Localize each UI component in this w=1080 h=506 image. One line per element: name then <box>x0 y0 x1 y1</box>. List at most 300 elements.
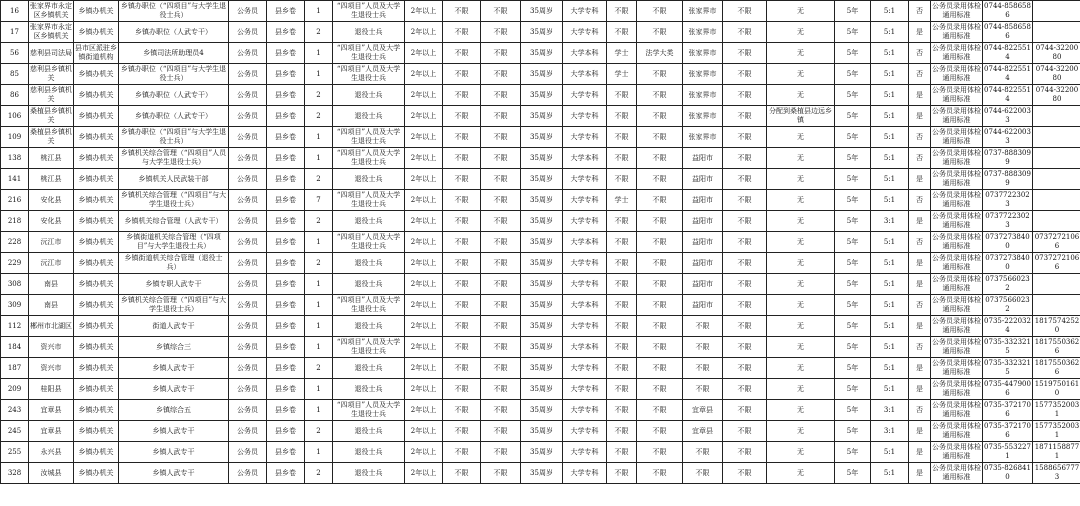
cell-age-limit: 35周岁 <box>521 169 563 190</box>
cell-physical-test: 是 <box>909 274 931 295</box>
cell-contact-phone-1: 0737-8883099 <box>983 169 1033 190</box>
cell-other-requirements: 无 <box>767 127 835 148</box>
cell-staff-type: 公务员 <box>229 358 267 379</box>
cell-position-code: 16 <box>1 1 29 22</box>
cell-education: 大学专科 <box>563 211 607 232</box>
cell-degree: 不限 <box>607 1 637 22</box>
cell-applicant-category: 退役士兵 <box>333 316 405 337</box>
cell-ethnicity: 不限 <box>481 316 521 337</box>
cell-contact-phone-2 <box>1033 211 1080 232</box>
cell-education: 大学专科 <box>563 85 607 106</box>
cell-interview-ratio: 5:1 <box>871 232 909 253</box>
cell-ethnicity: 不限 <box>481 106 521 127</box>
cell-political-status: 不限 <box>723 253 767 274</box>
cell-applicant-category: 退役士兵 <box>333 358 405 379</box>
cell-position-code: 243 <box>1 400 29 421</box>
cell-medical-standard: 公务员录用体检通用标准 <box>931 43 983 64</box>
cell-contact-phone-1: 0744-8586586 <box>983 22 1033 43</box>
cell-age-limit: 35周岁 <box>521 463 563 484</box>
cell-agency-type: 乡镇办机关 <box>74 148 119 169</box>
cell-position-name: 乡镇人武专干 <box>119 421 229 442</box>
cell-staff-type: 公务员 <box>229 127 267 148</box>
cell-employer: 桑植县乡镇机关 <box>29 127 74 148</box>
cell-contact-phone-1: 0735-3721706 <box>983 400 1033 421</box>
cell-staff-type: 公务员 <box>229 43 267 64</box>
cell-interview-ratio: 5:1 <box>871 106 909 127</box>
cell-agency-type: 乡镇办机关 <box>74 274 119 295</box>
cell-ethnicity: 不限 <box>481 190 521 211</box>
cell-physical-test: 是 <box>909 316 931 337</box>
cell-residence: 益阳市 <box>683 190 723 211</box>
cell-exam-paper: 县乡卷 <box>267 106 305 127</box>
table-row <box>1 400 1080 421</box>
cell-applicant-category: “四项目”人员及大学生退役士兵 <box>333 232 405 253</box>
cell-major: 不限 <box>637 295 683 316</box>
cell-applicant-category: “四项目”人员及大学生退役士兵 <box>333 295 405 316</box>
cell-medical-standard: 公务员录用体检通用标准 <box>931 463 983 484</box>
cell-position-code: 309 <box>1 295 29 316</box>
cell-ethnicity: 不限 <box>481 232 521 253</box>
cell-ethnicity: 不限 <box>481 148 521 169</box>
cell-major: 不限 <box>637 190 683 211</box>
cell-major: 不限 <box>637 379 683 400</box>
cell-work-experience: 2年以上 <box>405 232 443 253</box>
cell-interview-ratio: 5:1 <box>871 274 909 295</box>
cell-contact-phone-2: 18711588771 <box>1033 442 1080 463</box>
cell-political-status: 不限 <box>723 211 767 232</box>
cell-applicant-category: “四项目”人员及大学生退役士兵 <box>333 190 405 211</box>
cell-position-code: 112 <box>1 316 29 337</box>
cell-political-status: 不限 <box>723 85 767 106</box>
cell-education: 大学专科 <box>563 1 607 22</box>
cell-hiring-count: 7 <box>305 190 333 211</box>
cell-ethnicity: 不限 <box>481 22 521 43</box>
cell-degree: 不限 <box>607 106 637 127</box>
cell-exam-paper: 县乡卷 <box>267 64 305 85</box>
cell-interview-ratio: 5:1 <box>871 190 909 211</box>
cell-exam-paper: 县乡卷 <box>267 442 305 463</box>
cell-contact-phone-1: 0744-8225514 <box>983 64 1033 85</box>
cell-position-code: 308 <box>1 274 29 295</box>
cell-min-service-years: 5年 <box>835 169 871 190</box>
cell-position-name: 乡镇综合五 <box>119 400 229 421</box>
cell-education: 大学专科 <box>563 358 607 379</box>
cell-applicant-category: “四项目”人员及大学生退役士兵 <box>333 43 405 64</box>
cell-contact-phone-2 <box>1033 190 1080 211</box>
cell-degree: 不限 <box>607 295 637 316</box>
cell-major: 不限 <box>637 442 683 463</box>
cell-exam-paper: 县乡卷 <box>267 316 305 337</box>
cell-degree: 不限 <box>607 148 637 169</box>
cell-employer: 慈利县司法局 <box>29 43 74 64</box>
cell-agency-type: 乡镇办机关 <box>74 253 119 274</box>
cell-employer: 桂阳县 <box>29 379 74 400</box>
cell-age-limit: 35周岁 <box>521 295 563 316</box>
cell-contact-phone-1: 0744-8225514 <box>983 43 1033 64</box>
cell-interview-ratio: 5:1 <box>871 337 909 358</box>
cell-staff-type: 公务员 <box>229 337 267 358</box>
cell-agency-type: 乡镇办机关 <box>74 127 119 148</box>
cell-work-experience: 2年以上 <box>405 148 443 169</box>
cell-min-service-years: 5年 <box>835 337 871 358</box>
cell-position-name: 乡镇机关综合管理（“四项目”与大学生退役士兵） <box>119 295 229 316</box>
cell-employer: 桃江县 <box>29 148 74 169</box>
cell-residence: 张家界市 <box>683 106 723 127</box>
cell-major: 不限 <box>637 127 683 148</box>
cell-agency-type: 乡镇办机关 <box>74 379 119 400</box>
cell-applicant-category: 退役士兵 <box>333 85 405 106</box>
cell-physical-test: 是 <box>909 211 931 232</box>
cell-medical-standard: 公务员录用体检通用标准 <box>931 190 983 211</box>
cell-other-requirements: 无 <box>767 22 835 43</box>
cell-staff-type: 公务员 <box>229 190 267 211</box>
cell-exam-paper: 县乡卷 <box>267 274 305 295</box>
cell-medical-standard: 公务员录用体检通用标准 <box>931 169 983 190</box>
cell-other-requirements: 无 <box>767 43 835 64</box>
cell-staff-type: 公务员 <box>229 22 267 43</box>
cell-ethnicity: 不限 <box>481 358 521 379</box>
cell-medical-standard: 公务员录用体检通用标准 <box>931 232 983 253</box>
cell-interview-ratio: 5:1 <box>871 22 909 43</box>
cell-contact-phone-2: 15197501610 <box>1033 379 1080 400</box>
cell-work-experience: 2年以上 <box>405 421 443 442</box>
cell-position-code: 216 <box>1 190 29 211</box>
cell-hiring-count: 1 <box>305 316 333 337</box>
cell-employer: 张家界市永定区乡镇机关 <box>29 1 74 22</box>
cell-staff-type: 公务员 <box>229 442 267 463</box>
cell-residence: 益阳市 <box>683 274 723 295</box>
cell-contact-phone-2: 07372721066 <box>1033 232 1080 253</box>
cell-staff-type: 公务员 <box>229 295 267 316</box>
cell-contact-phone-1: 07372738400 <box>983 253 1033 274</box>
cell-contact-phone-1: 07377223023 <box>983 190 1033 211</box>
cell-position-name: 乡镇街道机关综合管理（“四项目”与大学生退役士兵） <box>119 232 229 253</box>
cell-degree: 不限 <box>607 169 637 190</box>
cell-exam-paper: 县乡卷 <box>267 1 305 22</box>
table-row <box>1 253 1080 274</box>
cell-gender: 不限 <box>443 1 481 22</box>
cell-medical-standard: 公务员录用体检通用标准 <box>931 379 983 400</box>
cell-contact-phone-2: 15773520031 <box>1033 421 1080 442</box>
cell-agency-type: 乡镇办机关 <box>74 295 119 316</box>
cell-min-service-years: 5年 <box>835 127 871 148</box>
cell-age-limit: 35周岁 <box>521 22 563 43</box>
cell-work-experience: 2年以上 <box>405 85 443 106</box>
cell-employer: 郴州市北湖区 <box>29 316 74 337</box>
cell-education: 大学专科 <box>563 22 607 43</box>
table-row <box>1 190 1080 211</box>
cell-residence: 益阳市 <box>683 232 723 253</box>
cell-interview-ratio: 5:1 <box>871 442 909 463</box>
table-row <box>1 43 1080 64</box>
cell-education: 大学本科 <box>563 148 607 169</box>
cell-exam-paper: 县乡卷 <box>267 190 305 211</box>
table-row <box>1 337 1080 358</box>
cell-min-service-years: 5年 <box>835 22 871 43</box>
cell-degree: 不限 <box>607 442 637 463</box>
cell-applicant-category: 退役士兵 <box>333 253 405 274</box>
cell-ethnicity: 不限 <box>481 253 521 274</box>
cell-education: 大学专科 <box>563 421 607 442</box>
cell-interview-ratio: 3:1 <box>871 400 909 421</box>
cell-exam-paper: 县乡卷 <box>267 358 305 379</box>
cell-degree: 学士 <box>607 190 637 211</box>
cell-education: 大学专科 <box>563 400 607 421</box>
cell-major: 不限 <box>637 1 683 22</box>
cell-other-requirements: 无 <box>767 64 835 85</box>
cell-exam-paper: 县乡卷 <box>267 463 305 484</box>
cell-applicant-category: 退役士兵 <box>333 169 405 190</box>
cell-applicant-category: “四项目”人员及大学生退役士兵 <box>333 337 405 358</box>
cell-interview-ratio: 5:1 <box>871 463 909 484</box>
cell-employer: 安化县 <box>29 211 74 232</box>
cell-major: 不限 <box>637 106 683 127</box>
cell-staff-type: 公务员 <box>229 253 267 274</box>
cell-applicant-category: 退役士兵 <box>333 421 405 442</box>
cell-degree: 不限 <box>607 379 637 400</box>
cell-staff-type: 公务员 <box>229 232 267 253</box>
cell-hiring-count: 2 <box>305 211 333 232</box>
cell-political-status: 不限 <box>723 1 767 22</box>
cell-ethnicity: 不限 <box>481 274 521 295</box>
cell-agency-type: 乡镇办机关 <box>74 358 119 379</box>
cell-other-requirements: 无 <box>767 316 835 337</box>
cell-interview-ratio: 5:1 <box>871 43 909 64</box>
cell-age-limit: 35周岁 <box>521 64 563 85</box>
cell-hiring-count: 1 <box>305 274 333 295</box>
cell-gender: 不限 <box>443 463 481 484</box>
cell-gender: 不限 <box>443 127 481 148</box>
cell-political-status: 不限 <box>723 400 767 421</box>
cell-education: 大学专科 <box>563 169 607 190</box>
cell-medical-standard: 公务员录用体检通用标准 <box>931 127 983 148</box>
cell-employer: 永兴县 <box>29 442 74 463</box>
cell-work-experience: 2年以上 <box>405 253 443 274</box>
cell-ethnicity: 不限 <box>481 400 521 421</box>
cell-education: 大学专科 <box>563 106 607 127</box>
cell-education: 大学专科 <box>563 190 607 211</box>
cell-hiring-count: 1 <box>305 337 333 358</box>
cell-work-experience: 2年以上 <box>405 211 443 232</box>
cell-min-service-years: 5年 <box>835 232 871 253</box>
cell-gender: 不限 <box>443 22 481 43</box>
cell-degree: 不限 <box>607 337 637 358</box>
cell-min-service-years: 5年 <box>835 1 871 22</box>
cell-applicant-category: “四项目”人员及大学生退役士兵 <box>333 400 405 421</box>
cell-major: 不限 <box>637 211 683 232</box>
cell-agency-type: 乡镇办机关 <box>74 190 119 211</box>
cell-physical-test: 否 <box>909 43 931 64</box>
cell-degree: 不限 <box>607 463 637 484</box>
cell-other-requirements: 无 <box>767 379 835 400</box>
cell-position-name: 乡镇人武专干 <box>119 463 229 484</box>
cell-work-experience: 2年以上 <box>405 316 443 337</box>
cell-political-status: 不限 <box>723 379 767 400</box>
cell-medical-standard: 公务员录用体检通用标准 <box>931 106 983 127</box>
cell-gender: 不限 <box>443 358 481 379</box>
cell-other-requirements: 无 <box>767 463 835 484</box>
cell-degree: 学士 <box>607 64 637 85</box>
cell-physical-test: 否 <box>909 64 931 85</box>
cell-interview-ratio: 5:1 <box>871 379 909 400</box>
cell-ethnicity: 不限 <box>481 337 521 358</box>
cell-contact-phone-2: 18175503626 <box>1033 337 1080 358</box>
cell-major: 不限 <box>637 316 683 337</box>
cell-ethnicity: 不限 <box>481 85 521 106</box>
cell-contact-phone-2 <box>1033 295 1080 316</box>
cell-age-limit: 35周岁 <box>521 442 563 463</box>
cell-medical-standard: 公务员录用体检通用标准 <box>931 253 983 274</box>
cell-position-code: 86 <box>1 85 29 106</box>
cell-physical-test: 否 <box>909 1 931 22</box>
cell-major: 不限 <box>637 148 683 169</box>
cell-education: 大学本科 <box>563 232 607 253</box>
cell-hiring-count: 2 <box>305 253 333 274</box>
cell-employer: 桑植县乡镇机关 <box>29 106 74 127</box>
cell-min-service-years: 5年 <box>835 148 871 169</box>
cell-major: 不限 <box>637 400 683 421</box>
cell-agency-type: 乡镇办机关 <box>74 169 119 190</box>
cell-residence: 不限 <box>683 442 723 463</box>
cell-major: 不限 <box>637 253 683 274</box>
cell-interview-ratio: 5:1 <box>871 64 909 85</box>
cell-medical-standard: 公务员录用体检通用标准 <box>931 22 983 43</box>
cell-gender: 不限 <box>443 421 481 442</box>
cell-hiring-count: 1 <box>305 64 333 85</box>
cell-other-requirements: 无 <box>767 400 835 421</box>
cell-applicant-category: “四项目”人员及大学生退役士兵 <box>333 127 405 148</box>
cell-age-limit: 35周岁 <box>521 337 563 358</box>
cell-medical-standard: 公务员录用体检通用标准 <box>931 400 983 421</box>
cell-contact-phone-1: 0735-5532271 <box>983 442 1033 463</box>
cell-employer: 南县 <box>29 295 74 316</box>
cell-staff-type: 公务员 <box>229 169 267 190</box>
cell-residence: 益阳市 <box>683 169 723 190</box>
cell-major: 不限 <box>637 337 683 358</box>
cell-applicant-category: 退役士兵 <box>333 463 405 484</box>
table-row <box>1 232 1080 253</box>
cell-position-name: 乡镇综合三 <box>119 337 229 358</box>
cell-ethnicity: 不限 <box>481 379 521 400</box>
cell-other-requirements: 分配到桑植县边远乡镇 <box>767 106 835 127</box>
cell-position-name: 乡镇办职位（“四项目”与大学生退役士兵） <box>119 127 229 148</box>
cell-position-name: 乡镇机关综合管理（人武专干） <box>119 211 229 232</box>
cell-position-code: 106 <box>1 106 29 127</box>
cell-physical-test: 否 <box>909 190 931 211</box>
cell-exam-paper: 县乡卷 <box>267 253 305 274</box>
cell-agency-type: 乡镇办机关 <box>74 337 119 358</box>
table-row <box>1 463 1080 484</box>
cell-exam-paper: 县乡卷 <box>267 22 305 43</box>
cell-position-name: 乡镇人武专干 <box>119 379 229 400</box>
cell-political-status: 不限 <box>723 43 767 64</box>
cell-other-requirements: 无 <box>767 253 835 274</box>
cell-political-status: 不限 <box>723 148 767 169</box>
cell-work-experience: 2年以上 <box>405 169 443 190</box>
cell-education: 大学专科 <box>563 253 607 274</box>
cell-degree: 不限 <box>607 274 637 295</box>
cell-residence: 不限 <box>683 316 723 337</box>
cell-agency-type: 乡镇办机关 <box>74 106 119 127</box>
cell-position-name: 乡镇司法所助理员4 <box>119 43 229 64</box>
cell-min-service-years: 5年 <box>835 316 871 337</box>
cell-applicant-category: 退役士兵 <box>333 22 405 43</box>
cell-contact-phone-2 <box>1033 148 1080 169</box>
cell-position-name: 乡镇机关人民武装干部 <box>119 169 229 190</box>
cell-major: 不限 <box>637 22 683 43</box>
cell-political-status: 不限 <box>723 442 767 463</box>
cell-gender: 不限 <box>443 274 481 295</box>
cell-medical-standard: 公务员录用体检通用标准 <box>931 211 983 232</box>
cell-gender: 不限 <box>443 379 481 400</box>
cell-residence: 张家界市 <box>683 22 723 43</box>
cell-staff-type: 公务员 <box>229 1 267 22</box>
cell-position-code: 138 <box>1 148 29 169</box>
cell-ethnicity: 不限 <box>481 463 521 484</box>
cell-employer: 慈利县乡镇机关 <box>29 64 74 85</box>
cell-exam-paper: 县乡卷 <box>267 295 305 316</box>
cell-other-requirements: 无 <box>767 1 835 22</box>
cell-contact-phone-2 <box>1033 22 1080 43</box>
cell-min-service-years: 5年 <box>835 274 871 295</box>
cell-exam-paper: 县乡卷 <box>267 43 305 64</box>
cell-political-status: 不限 <box>723 22 767 43</box>
cell-gender: 不限 <box>443 43 481 64</box>
cell-residence: 益阳市 <box>683 295 723 316</box>
cell-gender: 不限 <box>443 64 481 85</box>
cell-interview-ratio: 3:1 <box>871 211 909 232</box>
cell-major: 不限 <box>637 358 683 379</box>
table-row <box>1 22 1080 43</box>
cell-political-status: 不限 <box>723 421 767 442</box>
cell-hiring-count: 2 <box>305 421 333 442</box>
cell-employer: 宜章县 <box>29 421 74 442</box>
cell-residence: 益阳市 <box>683 253 723 274</box>
cell-contact-phone-1: 07372738400 <box>983 232 1033 253</box>
cell-gender: 不限 <box>443 400 481 421</box>
cell-age-limit: 35周岁 <box>521 148 563 169</box>
cell-position-name: 乡镇专职人武专干 <box>119 274 229 295</box>
cell-contact-phone-2: 07372721066 <box>1033 253 1080 274</box>
cell-contact-phone-2 <box>1033 106 1080 127</box>
cell-position-code: 17 <box>1 22 29 43</box>
cell-work-experience: 2年以上 <box>405 295 443 316</box>
cell-contact-phone-2 <box>1033 1 1080 22</box>
cell-degree: 不限 <box>607 232 637 253</box>
cell-hiring-count: 1 <box>305 442 333 463</box>
table-row <box>1 169 1080 190</box>
cell-applicant-category: “四项目”人员及大学生退役士兵 <box>333 1 405 22</box>
cell-contact-phone-2: 0744-3220080 <box>1033 43 1080 64</box>
cell-staff-type: 公务员 <box>229 64 267 85</box>
cell-major: 法学大类 <box>637 43 683 64</box>
cell-political-status: 不限 <box>723 232 767 253</box>
cell-contact-phone-2 <box>1033 274 1080 295</box>
cell-position-code: 245 <box>1 421 29 442</box>
cell-age-limit: 35周岁 <box>521 316 563 337</box>
cell-agency-type: 乡镇办机关 <box>74 442 119 463</box>
cell-major: 不限 <box>637 421 683 442</box>
cell-min-service-years: 5年 <box>835 400 871 421</box>
cell-degree: 不限 <box>607 85 637 106</box>
cell-position-code: 109 <box>1 127 29 148</box>
cell-hiring-count: 2 <box>305 22 333 43</box>
cell-agency-type: 乡镇办机关 <box>74 421 119 442</box>
cell-contact-phone-1: 0744-6220033 <box>983 127 1033 148</box>
cell-contact-phone-1: 07375660232 <box>983 274 1033 295</box>
cell-interview-ratio: 5:1 <box>871 358 909 379</box>
cell-gender: 不限 <box>443 190 481 211</box>
